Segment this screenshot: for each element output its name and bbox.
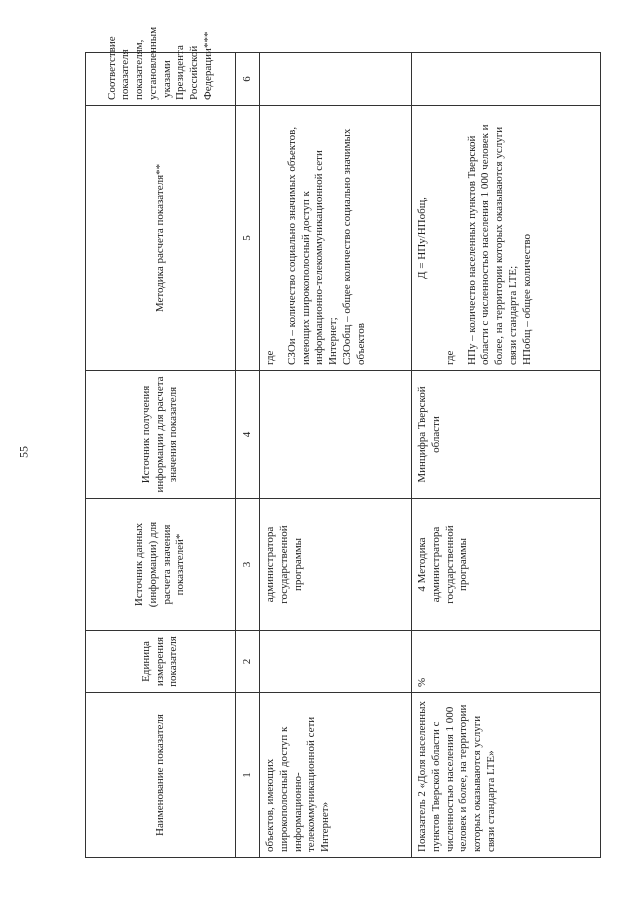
col-number-3: 3 <box>236 499 260 631</box>
col-header-source: Источник данных (информации) для расчета значения показателей* <box>86 499 236 631</box>
col-number-5: 5 <box>236 106 260 371</box>
col-number-4: 4 <box>236 371 260 499</box>
row1-origin <box>260 371 412 499</box>
row2-origin: Минцифра Тверской области <box>412 371 601 499</box>
indicator-table <box>85 26 601 858</box>
col-number-2: 2 <box>236 631 260 693</box>
row2-method-def1: НПу – количество населенных пунктов Тверской области с численностью населения 1 000 человек и более, на территории которых оказываются услуги связи стандарта LTE; <box>465 124 519 365</box>
table-row <box>412 53 601 858</box>
rotated-table-container <box>85 26 600 858</box>
row2-method <box>412 106 601 371</box>
col-header-compliance: Соответствие показателя показателям, установленным указами Президента Российской Федерации*** <box>86 53 236 106</box>
row1-method-def1: СЗОи – количество социально значимых объектов, имеющих широкополосный доступ к информационно-телекоммуникационной сети Интернет; <box>285 126 339 365</box>
row2-method-def2: НПобщ – общее количество <box>520 233 533 365</box>
row1-unit <box>260 631 412 693</box>
row1-name: объектов, имеющих широкополосный доступ к информационно-телекоммуникационной сети Интернет» <box>260 693 412 858</box>
col-header-name: Наименование показателя <box>86 693 236 858</box>
table-row <box>260 53 412 858</box>
col-header-unit: Единица измерения показателя <box>86 631 236 693</box>
row2-compliance <box>412 53 601 106</box>
row2-name: Показатель 2 «Доля населенных пунктов Тверской области с численностью населения 1 000 человек и более, на территории которых оказываются услуги связи стандарта LTE» <box>412 693 601 858</box>
row1-method <box>260 106 412 371</box>
col-number-1: 1 <box>236 693 260 858</box>
row2-source: 4 Методика администратора государственной программы <box>412 499 601 631</box>
col-header-origin: Источник получения информации для расчета значения показателя <box>86 371 236 499</box>
row2-method-where: где <box>443 350 456 365</box>
column-number-row <box>236 53 260 858</box>
col-number-6: 6 <box>236 53 260 106</box>
page-number: 55 <box>16 446 31 458</box>
row2-unit: % <box>412 631 601 693</box>
col-header-method: Методика расчета показателя** <box>86 106 236 371</box>
row2-method-formula: Д = НПу/НПобщ, <box>416 197 428 279</box>
row1-method-def2: СЗОобщ – общее количество социально значимых объектов <box>340 128 367 365</box>
row1-compliance <box>260 53 412 106</box>
header-row <box>86 53 236 858</box>
row1-source: администратора государственной программы <box>260 499 412 631</box>
row1-method-where: где <box>264 350 276 365</box>
